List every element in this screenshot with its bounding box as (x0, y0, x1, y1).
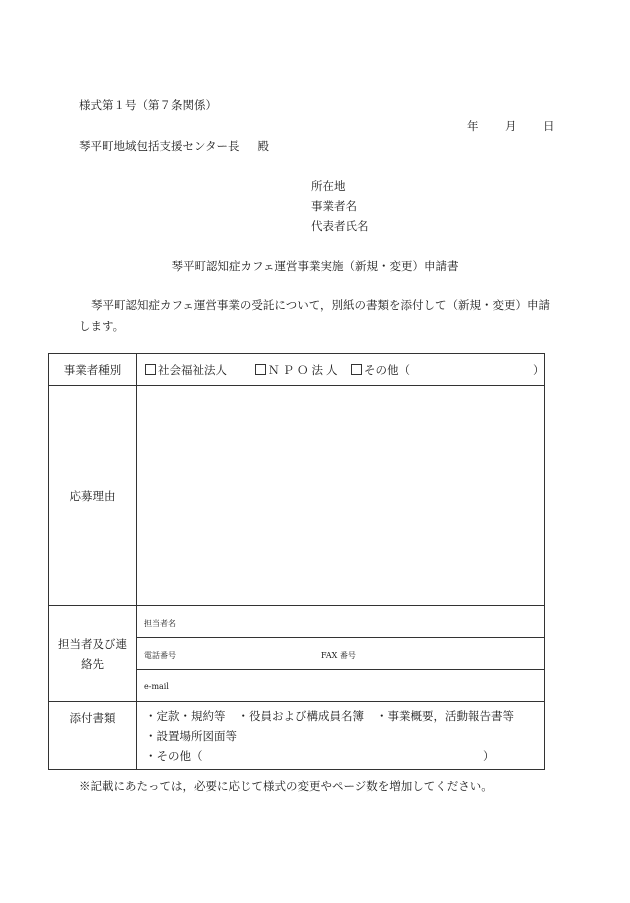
applicant-representative-label: 代表者氏名 (311, 219, 369, 233)
attachment-other-close-paren: ） (483, 749, 495, 763)
contact-label: 担当者及び連絡先 (49, 606, 137, 701)
addressee-honorific: 殿 (257, 139, 270, 153)
type-option-npo[interactable] (255, 362, 341, 378)
contact-row (49, 606, 544, 702)
business-type-row (49, 354, 544, 386)
contact-person-field[interactable] (137, 606, 544, 638)
phone-label: 電話番号 (144, 651, 176, 660)
date-year-label: 年 (467, 119, 479, 133)
attachment-item-business-summary: ・事業概要，活動報告書等 (376, 709, 514, 723)
attachment-item-other: ・その他（ (145, 749, 203, 763)
footnote: ※記載にあたっては，必要に応じて様式の変更やページ数を増加してください。 (79, 779, 493, 793)
type-option-label: ＮＰＯ法人 (268, 363, 341, 377)
applicant-company-label: 事業者名 (311, 199, 357, 213)
application-reason-label: 応募理由 (49, 386, 137, 605)
application-form-table (48, 353, 545, 770)
attachments-label: 添付書類 (49, 702, 137, 769)
email-label: e-mail (144, 682, 169, 691)
fax-label: FAX 番号 (321, 651, 356, 660)
attachment-item-articles: ・定款・規約等 (145, 709, 226, 723)
type-option-social-welfare[interactable] (145, 362, 227, 378)
attachments-row (49, 702, 544, 769)
phone-fax-field[interactable] (137, 638, 544, 670)
checkbox-icon[interactable] (351, 364, 362, 375)
addressee-name: 琴平町地域包括支援センター長 (79, 139, 240, 153)
type-option-label: 社会福祉法人 (158, 363, 227, 377)
attachments-line-1 (145, 708, 514, 724)
contact-cell (137, 606, 544, 701)
application-reason-row (49, 386, 544, 606)
applicant-address-label: 所在地 (311, 179, 346, 193)
type-other-close-paren: ） (533, 363, 545, 377)
checkbox-icon[interactable] (255, 364, 266, 375)
form-number: 様式第１号（第７条関係） (79, 98, 217, 112)
type-option-label: その他（ (364, 363, 410, 377)
body-text-content: 琴平町認知症カフェ運営事業の受託について，別紙の書類を添付して（新規・変更）申請します。 (79, 298, 550, 333)
date-line (467, 118, 555, 134)
business-type-label: 事業者種別 (49, 354, 137, 385)
type-option-other[interactable] (351, 362, 410, 378)
application-reason-field[interactable] (137, 386, 544, 605)
body-text (79, 295, 554, 337)
contact-person-label: 担当者名 (144, 619, 176, 628)
attachments-cell (137, 702, 544, 769)
attachment-item-member-list: ・役員および構成員名簿 (237, 709, 364, 723)
business-type-cell (137, 354, 544, 385)
attachment-item-floor-plan: ・設置場所図面等 (145, 729, 237, 743)
date-day-label: 日 (543, 119, 555, 133)
date-month-label: 月 (505, 119, 517, 133)
checkbox-icon[interactable] (145, 364, 156, 375)
addressee (79, 138, 269, 154)
email-field[interactable] (137, 670, 544, 702)
document-title: 琴平町認知症カフェ運営事業実施（新規・変更）申請書 (171, 259, 459, 273)
